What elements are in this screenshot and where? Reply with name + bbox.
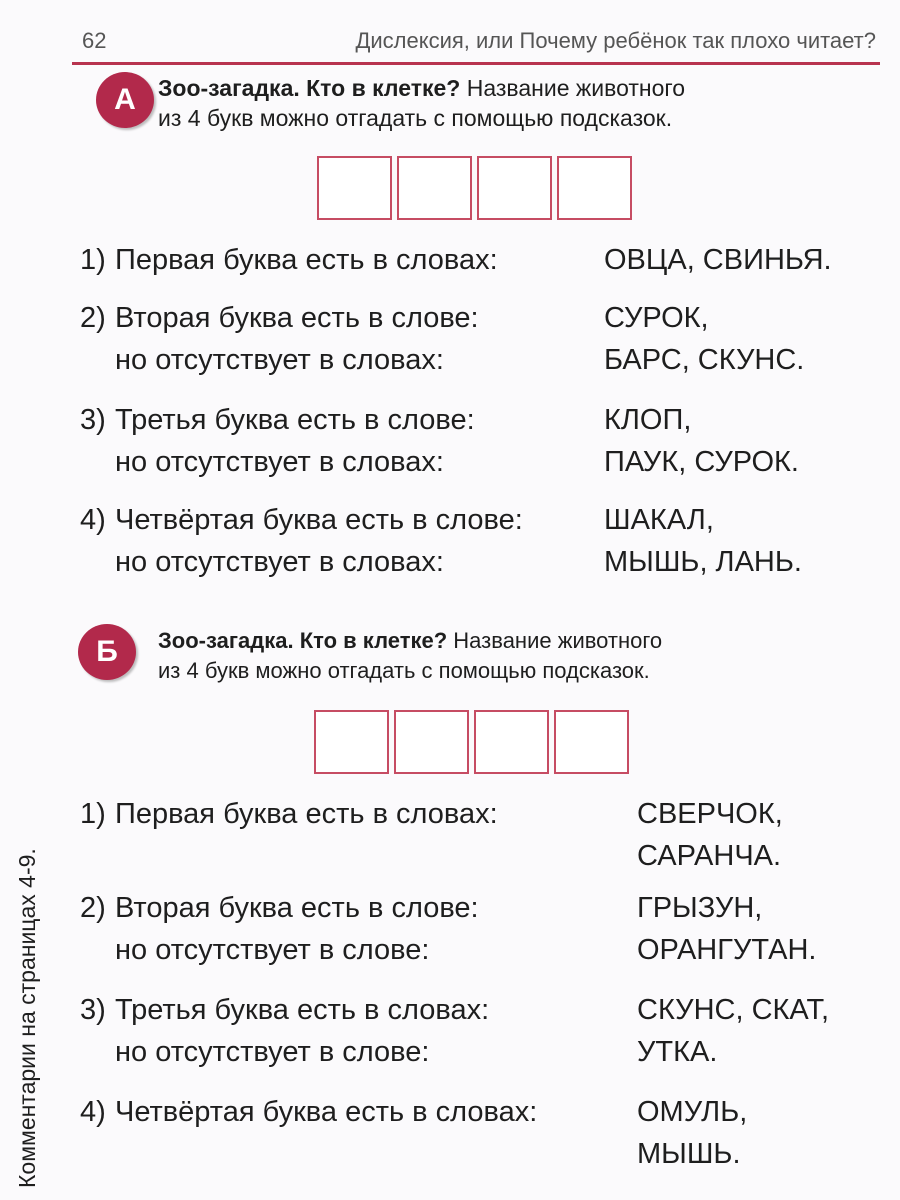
section-a-task bbox=[158, 73, 888, 133]
section-a-answer-boxes bbox=[317, 156, 632, 220]
clue-answer-2: БАРС, СКУНС. bbox=[604, 344, 805, 376]
clue-answer: ОМУЛЬ, bbox=[637, 1096, 748, 1128]
letter-box[interactable] bbox=[317, 156, 392, 220]
section-b-desc: Название животного bbox=[453, 628, 663, 653]
clue-label-2: но отсутствует в словах: bbox=[115, 546, 444, 578]
section-a-desc: Название животного bbox=[466, 75, 686, 101]
clue-number: 4) bbox=[80, 1096, 106, 1128]
section-a-title: Зоо-загадка. Кто в клетке? bbox=[158, 75, 461, 101]
clue-answer-2: УТКА. bbox=[637, 1036, 718, 1068]
clue-answer-2: ОРАНГУТАН. bbox=[637, 934, 817, 966]
clue-label-2: но отсутствует в слове: bbox=[115, 934, 430, 966]
clue-answer: ШАКАЛ, bbox=[604, 504, 714, 536]
section-b-task bbox=[158, 626, 888, 686]
clue-label: Третья буква есть в словах: bbox=[115, 994, 490, 1026]
letter-box[interactable] bbox=[554, 710, 629, 774]
clue-number: 3) bbox=[80, 404, 106, 436]
letter-box[interactable] bbox=[314, 710, 389, 774]
clue-answer-2: МЫШЬ, ЛАНЬ. bbox=[604, 546, 802, 578]
letter-box[interactable] bbox=[397, 156, 472, 220]
letter-box[interactable] bbox=[557, 156, 632, 220]
section-b-desc-2: из 4 букв можно отгадать с помощью подсказок. bbox=[158, 658, 650, 683]
clue-label: Вторая буква есть в слове: bbox=[115, 892, 479, 924]
clue-answer-2: САРАНЧА. bbox=[637, 840, 782, 872]
clue-label-2: но отсутствует в словах: bbox=[115, 446, 444, 478]
section-b-badge: Б bbox=[78, 624, 136, 680]
clue-number: 1) bbox=[80, 798, 106, 830]
running-title: Дислексия, или Почему ребёнок так плохо читает? bbox=[355, 28, 876, 53]
clue-answer: ГРЫЗУН, bbox=[637, 892, 763, 924]
letter-box[interactable] bbox=[474, 710, 549, 774]
letter-box[interactable] bbox=[394, 710, 469, 774]
clue-number: 2) bbox=[80, 892, 106, 924]
clue-answer-2: ПАУК, СУРОК. bbox=[604, 446, 799, 478]
clue-number: 2) bbox=[80, 302, 106, 334]
clue-number: 3) bbox=[80, 994, 106, 1026]
section-b-title: Зоо-загадка. Кто в клетке? bbox=[158, 628, 448, 653]
clue-answer: СУРОК, bbox=[604, 302, 709, 334]
clue-number: 1) bbox=[80, 244, 106, 276]
clue-answer: ОВЦА, СВИНЬЯ. bbox=[604, 244, 832, 276]
clue-label: Третья буква есть в слове: bbox=[115, 404, 475, 436]
section-b-answer-boxes bbox=[314, 710, 629, 774]
clue-answer-2: МЫШЬ. bbox=[637, 1138, 741, 1170]
page-number: 62 bbox=[82, 28, 107, 53]
letter-box[interactable] bbox=[477, 156, 552, 220]
clue-answer: СКУНС, СКАТ, bbox=[637, 994, 830, 1026]
clue-label-2: но отсутствует в словах: bbox=[115, 344, 444, 376]
side-caption: Комментарии на страницах 4-9. bbox=[14, 848, 40, 1188]
clue-label: Первая буква есть в словах: bbox=[115, 798, 498, 830]
clue-answer: СВЕРЧОК, bbox=[637, 798, 783, 830]
clue-label: Вторая буква есть в слове: bbox=[115, 302, 479, 334]
clue-answer: КЛОП, bbox=[604, 404, 692, 436]
clue-number: 4) bbox=[80, 504, 106, 536]
clue-label-2: но отсутствует в слове: bbox=[115, 1036, 430, 1068]
clue-label: Четвёртая буква есть в слове: bbox=[115, 504, 523, 536]
section-a-badge: А bbox=[96, 72, 154, 128]
clue-label: Четвёртая буква есть в словах: bbox=[115, 1096, 538, 1128]
clue-label: Первая буква есть в словах: bbox=[115, 244, 498, 276]
page-header bbox=[72, 22, 880, 65]
section-a-desc-2: из 4 букв можно отгадать с помощью подсказок. bbox=[158, 105, 673, 131]
